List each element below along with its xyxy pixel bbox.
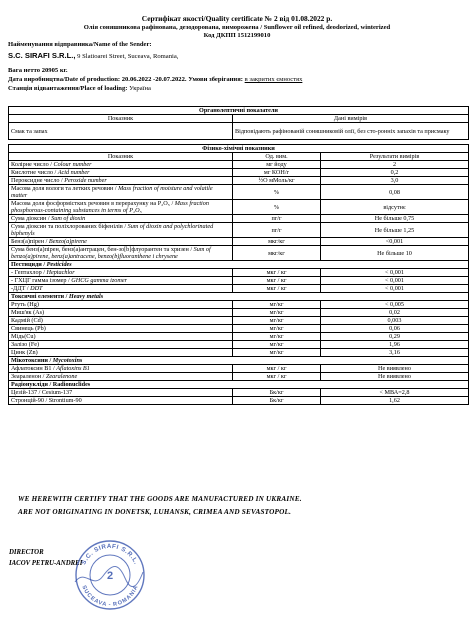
heavy-metals-section: Токсичні елементи / Heavy metals [9, 293, 469, 301]
product-code: Код ДКПП 1512199010 [203, 32, 271, 39]
stamp-text-bottom: SUCEAVA - ROMANIA [80, 584, 140, 609]
table-row: Зеараленон / Zearalenone мкг / кг Не виявлено [9, 373, 469, 381]
physchem-section: Фізико-хімічні показники [9, 145, 469, 153]
table-row: Сума діоксин та поліхлорованих біфенілів / Sum of dioxin and polychlorinated biphenyls пг/г Не більше 1,25 [9, 223, 469, 238]
table-row: Свинець (Pb) мг/кг 0,06 [9, 325, 469, 333]
col-unit: Од. вим. [233, 153, 321, 161]
mycotoxins-section: Мікотоксини / Mycotoxins [9, 357, 469, 365]
sender-label: Найменування відправника/Name of the Sender: [8, 41, 152, 48]
company-stamp [73, 538, 147, 612]
director-title: DIRECTOR [9, 549, 44, 556]
table-row: Масова доля фосформістких речовин в перерахунку на P₂O₅ / Mass fraction phosphorous-containing substances in terms of P₂O₅ % відсутнє [9, 200, 469, 215]
physchem-table [8, 144, 469, 405]
col-indicator: Показник [9, 115, 233, 123]
product-name: Олія соняшникова рафінована, дезодорована, виморожена / Sunflower oil refined, deodorized, winterized [83, 24, 391, 31]
table-row: Колірне число / Colour number мг йоду 2 [9, 161, 469, 169]
table-row: Пероксидне число / Peroxide number ½О мМоль/кг 3,0 [9, 177, 469, 185]
table-row: Кадмій (Cd) мг/кг 0,003 [9, 317, 469, 325]
table-row: Цинк (Zn) мг/кг 3,16 [9, 349, 469, 357]
storage-conditions: в закритих ємностях [244, 76, 303, 83]
sender-line [8, 52, 178, 61]
table-row: Сума бенз(а)пірен, бенз(а)антрацен, бен-зо[b]флуорантен та хризен / Sum of benzo(a)pirene, benz(a)antracene, benzo(b)fluoranthene i chrysene мкг/кг Не більше 10 [9, 246, 469, 261]
col-result: Результати вимірів [321, 153, 469, 161]
organoleptic-section: Органолептичні показатели [9, 107, 469, 115]
stamp-text-top: S.C. SIRAFI S.R.L. [80, 542, 140, 566]
taste-smell-value: Відповідають рафінованій соняшниковій олії, без сто-ронніх запахів та присмаку [233, 123, 469, 140]
col-data: Дані вимірів [233, 115, 469, 123]
net-weight: Вага нетто 20905 кг. [8, 67, 68, 74]
table-row: Бенз(а)пірен / Benzo(a)pirene мкг/кг <0,001 [9, 238, 469, 246]
table-row: Залізо (Fe) мг/кг 1,96 [9, 341, 469, 349]
radionuclides-section: Радіонукліди / Radionuclides [9, 381, 469, 389]
table-row: Кислотне число / Acid number мг КОН/г 0,2 [9, 169, 469, 177]
certify-line-1: WE HEREWITH CERTIFY THAT THE GOODS ARE MANUFACTURED IN UKRAINE. [18, 495, 302, 503]
table-row: Ртуть (Hg) мг/кг < 0,005 [9, 301, 469, 309]
table-row: Мідь(Cu) мг/кг 0,29 [9, 333, 469, 341]
pesticides-section: Пестициди / Pesticides [9, 261, 469, 269]
table-row: Миш'як (As) мг/кг 0,02 [9, 309, 469, 317]
sender-name: S.C. SIRAFI S.R.L., [8, 51, 76, 60]
table-row: -ДДТ / DDT мкг / кг < 0,001 [9, 285, 469, 293]
svg-text:S.C. SIRAFI S.R.L. [80, 543, 139, 566]
organoleptic-table [8, 106, 469, 140]
stamp-center-number: 2 [106, 570, 114, 582]
table-row: Афлатоксин В1 / Aflatoxins B1 мкг / кг Не виявлено [9, 365, 469, 373]
station-line: Станція відвантаження/Place of loading: Україна [8, 85, 151, 92]
sender-address: 9 Slatioarei Street, Suceava, Romania, [75, 53, 179, 60]
table-row: Цезій-137 / Cesium-137 Бк/кг < МВА=2,8 [9, 389, 469, 397]
certificate-title: Сертифікат якості/Quality certificate № 2 від 01.08.2022 р. [141, 14, 333, 23]
table-row: - Гептахлор / Heptachlor мкг / кг < 0,001 [9, 269, 469, 277]
director-name: IACOV PETRU-ANDREI [9, 560, 83, 567]
station-value: Україна [129, 85, 151, 92]
table-row: Сума діоксин / Sum of dioxin пг/г Не більше 0,75 [9, 215, 469, 223]
certify-line-2: ARE NOT ORIGINATING IN DONETSK, LUHANSK, CRIMEA AND SEVASTOPOL. [18, 508, 292, 516]
production-line: Дата виробництва/Date of production: 20.06.2022 -20.07.2022. Умови зберігання: в закритих ємностях [8, 76, 303, 83]
svg-text:SUCEAVA - ROMANIA [80, 585, 139, 608]
table-row: - ГХЦГ гамма ізомер / GHCG gamma izomer мкг / кг < 0,001 [9, 277, 469, 285]
taste-smell-label: Смак та запах [9, 123, 233, 140]
table-row: Масова доля вологи та летких речовин / Mass fraction of moisture and volatile matter % 0,08 [9, 185, 469, 200]
col-indicator: Показник [9, 153, 233, 161]
table-row: Стронцій-90 / Strontium-90 Бк/кг 1,62 [9, 397, 469, 405]
